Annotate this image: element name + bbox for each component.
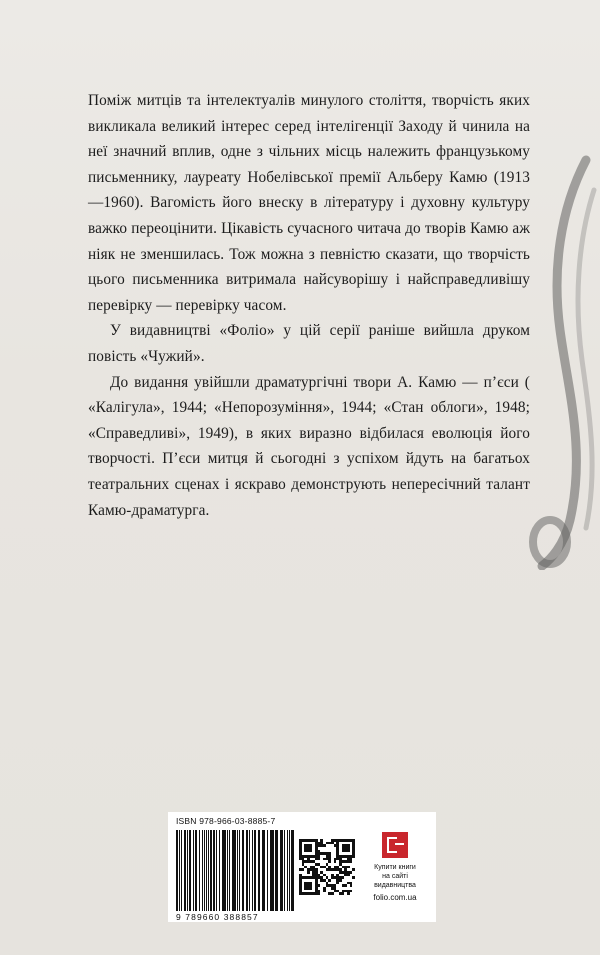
blurb-paragraph: Поміж митців та інтелектуалів минулого століття, творчість яких викликала великий інтерес серед інтелігенції Заходу й чинила на неї значний вплив, одне з чільних місць належить французькому письменнику, лауреату Нобелівської премії Альберу Камю (1913—1960). Вагомість його внеску в літературу і духовну культуру важко переоцінити. Цікавість сучасного читача до творів Камю аж ніяк не зменшилась. Тож можна з певністю сказати, що творчість цього письменника витримала найсуворішу і найсправедливішу перевірку — перевірку часом. <box>88 92 530 314</box>
blurb-text <box>88 88 530 523</box>
publisher-note-line2: на сайті <box>382 872 408 880</box>
folio-logo-icon <box>382 832 408 858</box>
publisher-area <box>360 812 436 922</box>
blurb-paragraph: До видання увійшли драматургічні твори А. Камю — п’єси ( «Калігула», 1944; «Непорозуміння», 1944; «Стан облоги», 1948; «Справедливі», 1949), в яких виразно відбилася еволюція його творчості. П’єси митця й сьогодні з успіхом йдуть на багатьох театральних сценах і яскраво демонструють непересічний талант Камю-драматурга. <box>88 373 530 519</box>
isbn-text: ISBN 978-966-03-8885-7 <box>176 816 276 826</box>
publisher-site: folio.com.ua <box>373 892 417 902</box>
barcode-footer-block <box>168 812 436 922</box>
publisher-note-line1: Купити книги <box>374 863 416 871</box>
qr-code-area[interactable] <box>294 812 360 922</box>
barcode-icon <box>176 830 294 911</box>
isbn-area <box>168 812 294 922</box>
qr-code-icon[interactable] <box>299 839 355 895</box>
publisher-note-line3: видавництва <box>374 881 416 889</box>
blurb-paragraph: У видавництві «Фоліо» у цій серії раніше вийшла друком повість «Чужий». <box>88 322 530 365</box>
barcode-digits: 9 789660 388857 <box>176 912 259 922</box>
